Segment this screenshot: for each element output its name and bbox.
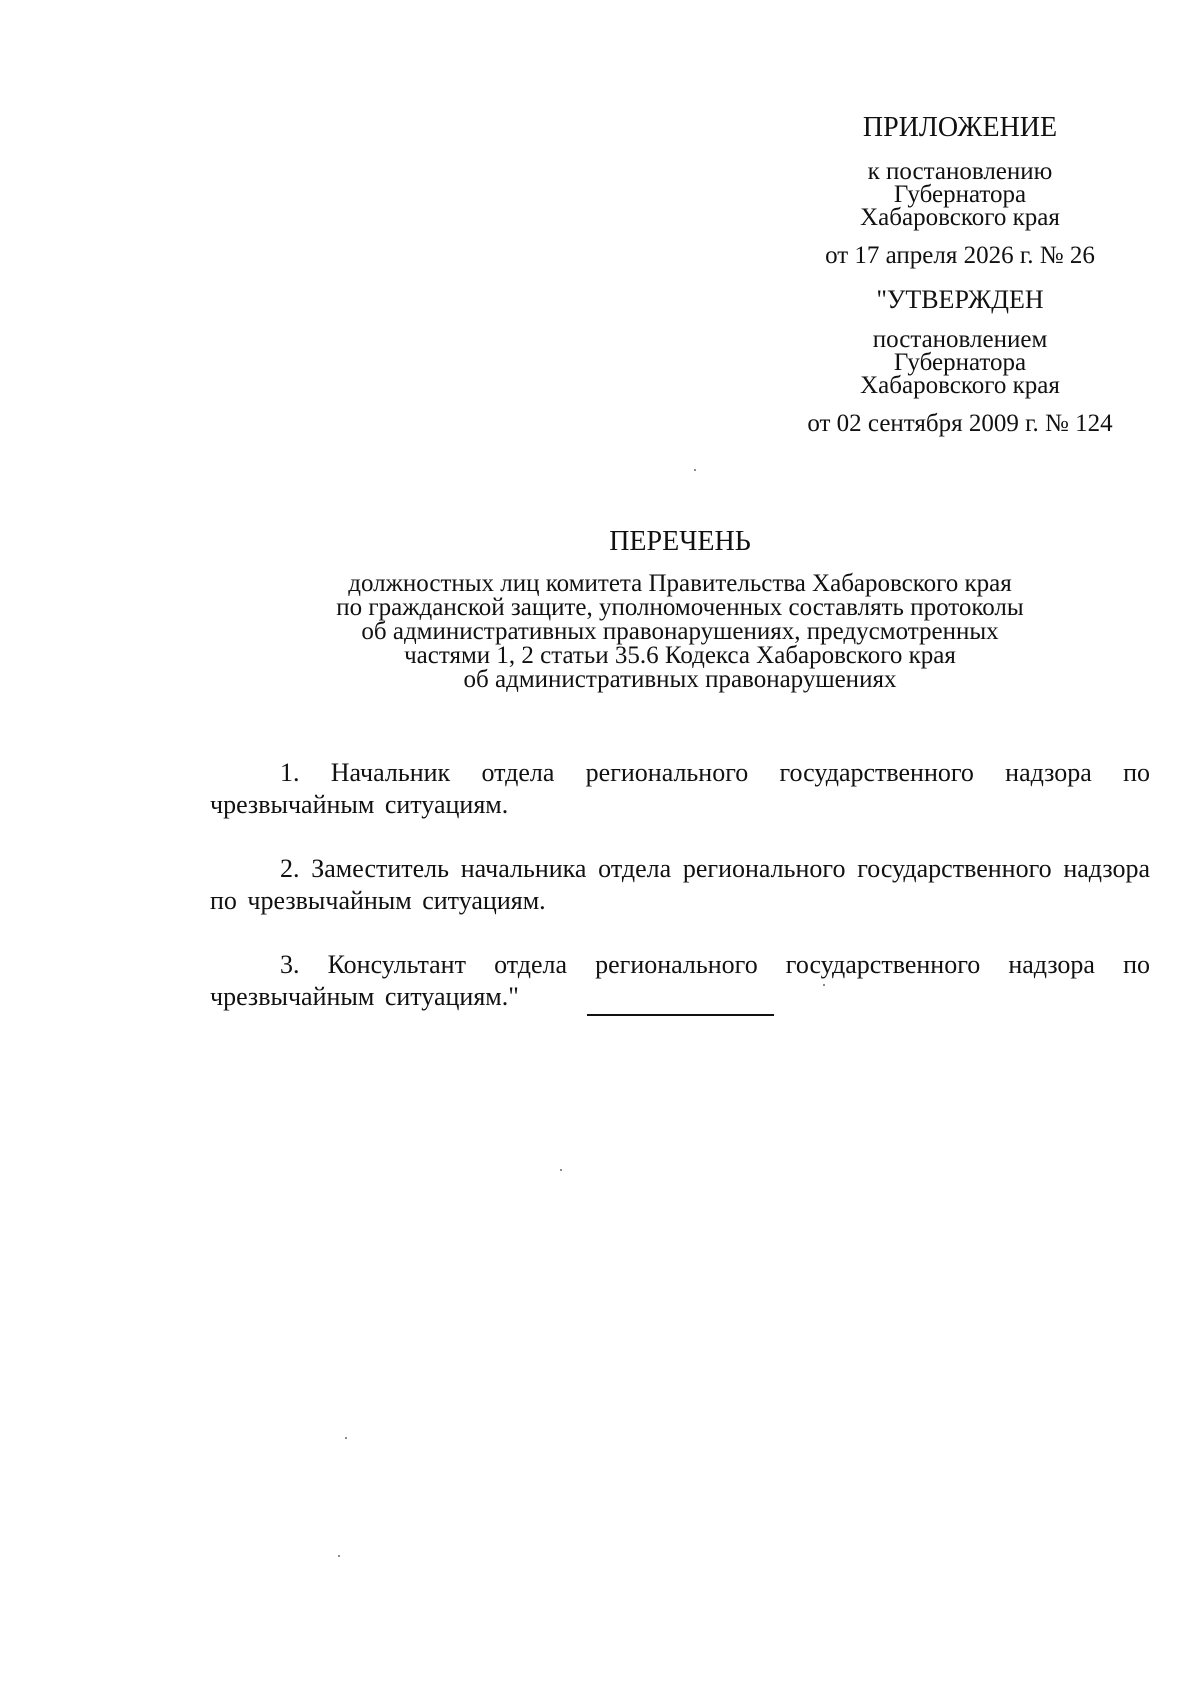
scan-speck: [560, 1169, 562, 1171]
approved-line: постановлением: [872, 326, 1048, 353]
appendix-line: к постановлению: [867, 158, 1053, 185]
appendix-block: [780, 108, 1140, 271]
list-item: 3. Консультант отдела регионального государственного надзора по чрезвычайным ситуациям.": [210, 950, 1150, 1011]
approved-title: "УТВЕРЖДЕН: [876, 285, 1044, 314]
heading-line: об административных правонарушениях, предусмотренных: [361, 618, 999, 645]
appendix-line: Хабаровского края: [860, 204, 1060, 231]
approved-line: Губернатора: [893, 349, 1027, 376]
appendix-title: ПРИЛОЖЕНИЕ: [862, 112, 1058, 143]
officials-list: [210, 757, 1150, 1013]
heading-title: ПЕРЕЧЕНЬ: [609, 526, 751, 557]
scan-speck: [338, 1555, 340, 1557]
scan-speck: [345, 1437, 347, 1439]
document-heading: [210, 522, 1150, 692]
heading-line: должностных лиц комитета Правительства Хабаровского края: [348, 570, 1012, 597]
list-item: 1. Начальник отдела регионального государственного надзора по чрезвычайным ситуациям.: [210, 758, 1150, 819]
scan-speck: [823, 984, 825, 986]
scan-speck: [694, 469, 696, 471]
heading-line: частями 1, 2 статьи 35.6 Кодекса Хабаровского края: [404, 642, 956, 669]
approved-line: Хабаровского края: [860, 372, 1060, 399]
appendix-line: Губернатора: [893, 181, 1027, 208]
heading-line: по гражданской защите, уполномоченных составлять протоколы: [336, 594, 1024, 621]
approved-block: [770, 282, 1150, 439]
list-item: 2. Заместитель начальника отдела регионального государственного надзора по чрезвычайным ситуациям.: [210, 854, 1150, 915]
approved-date: от 02 сентября 2009 г. № 124: [807, 410, 1113, 437]
heading-line: об административных правонарушениях: [463, 666, 897, 693]
appendix-date: от 17 апреля 2026 г. № 26: [825, 242, 1095, 269]
end-divider: [587, 1014, 774, 1016]
